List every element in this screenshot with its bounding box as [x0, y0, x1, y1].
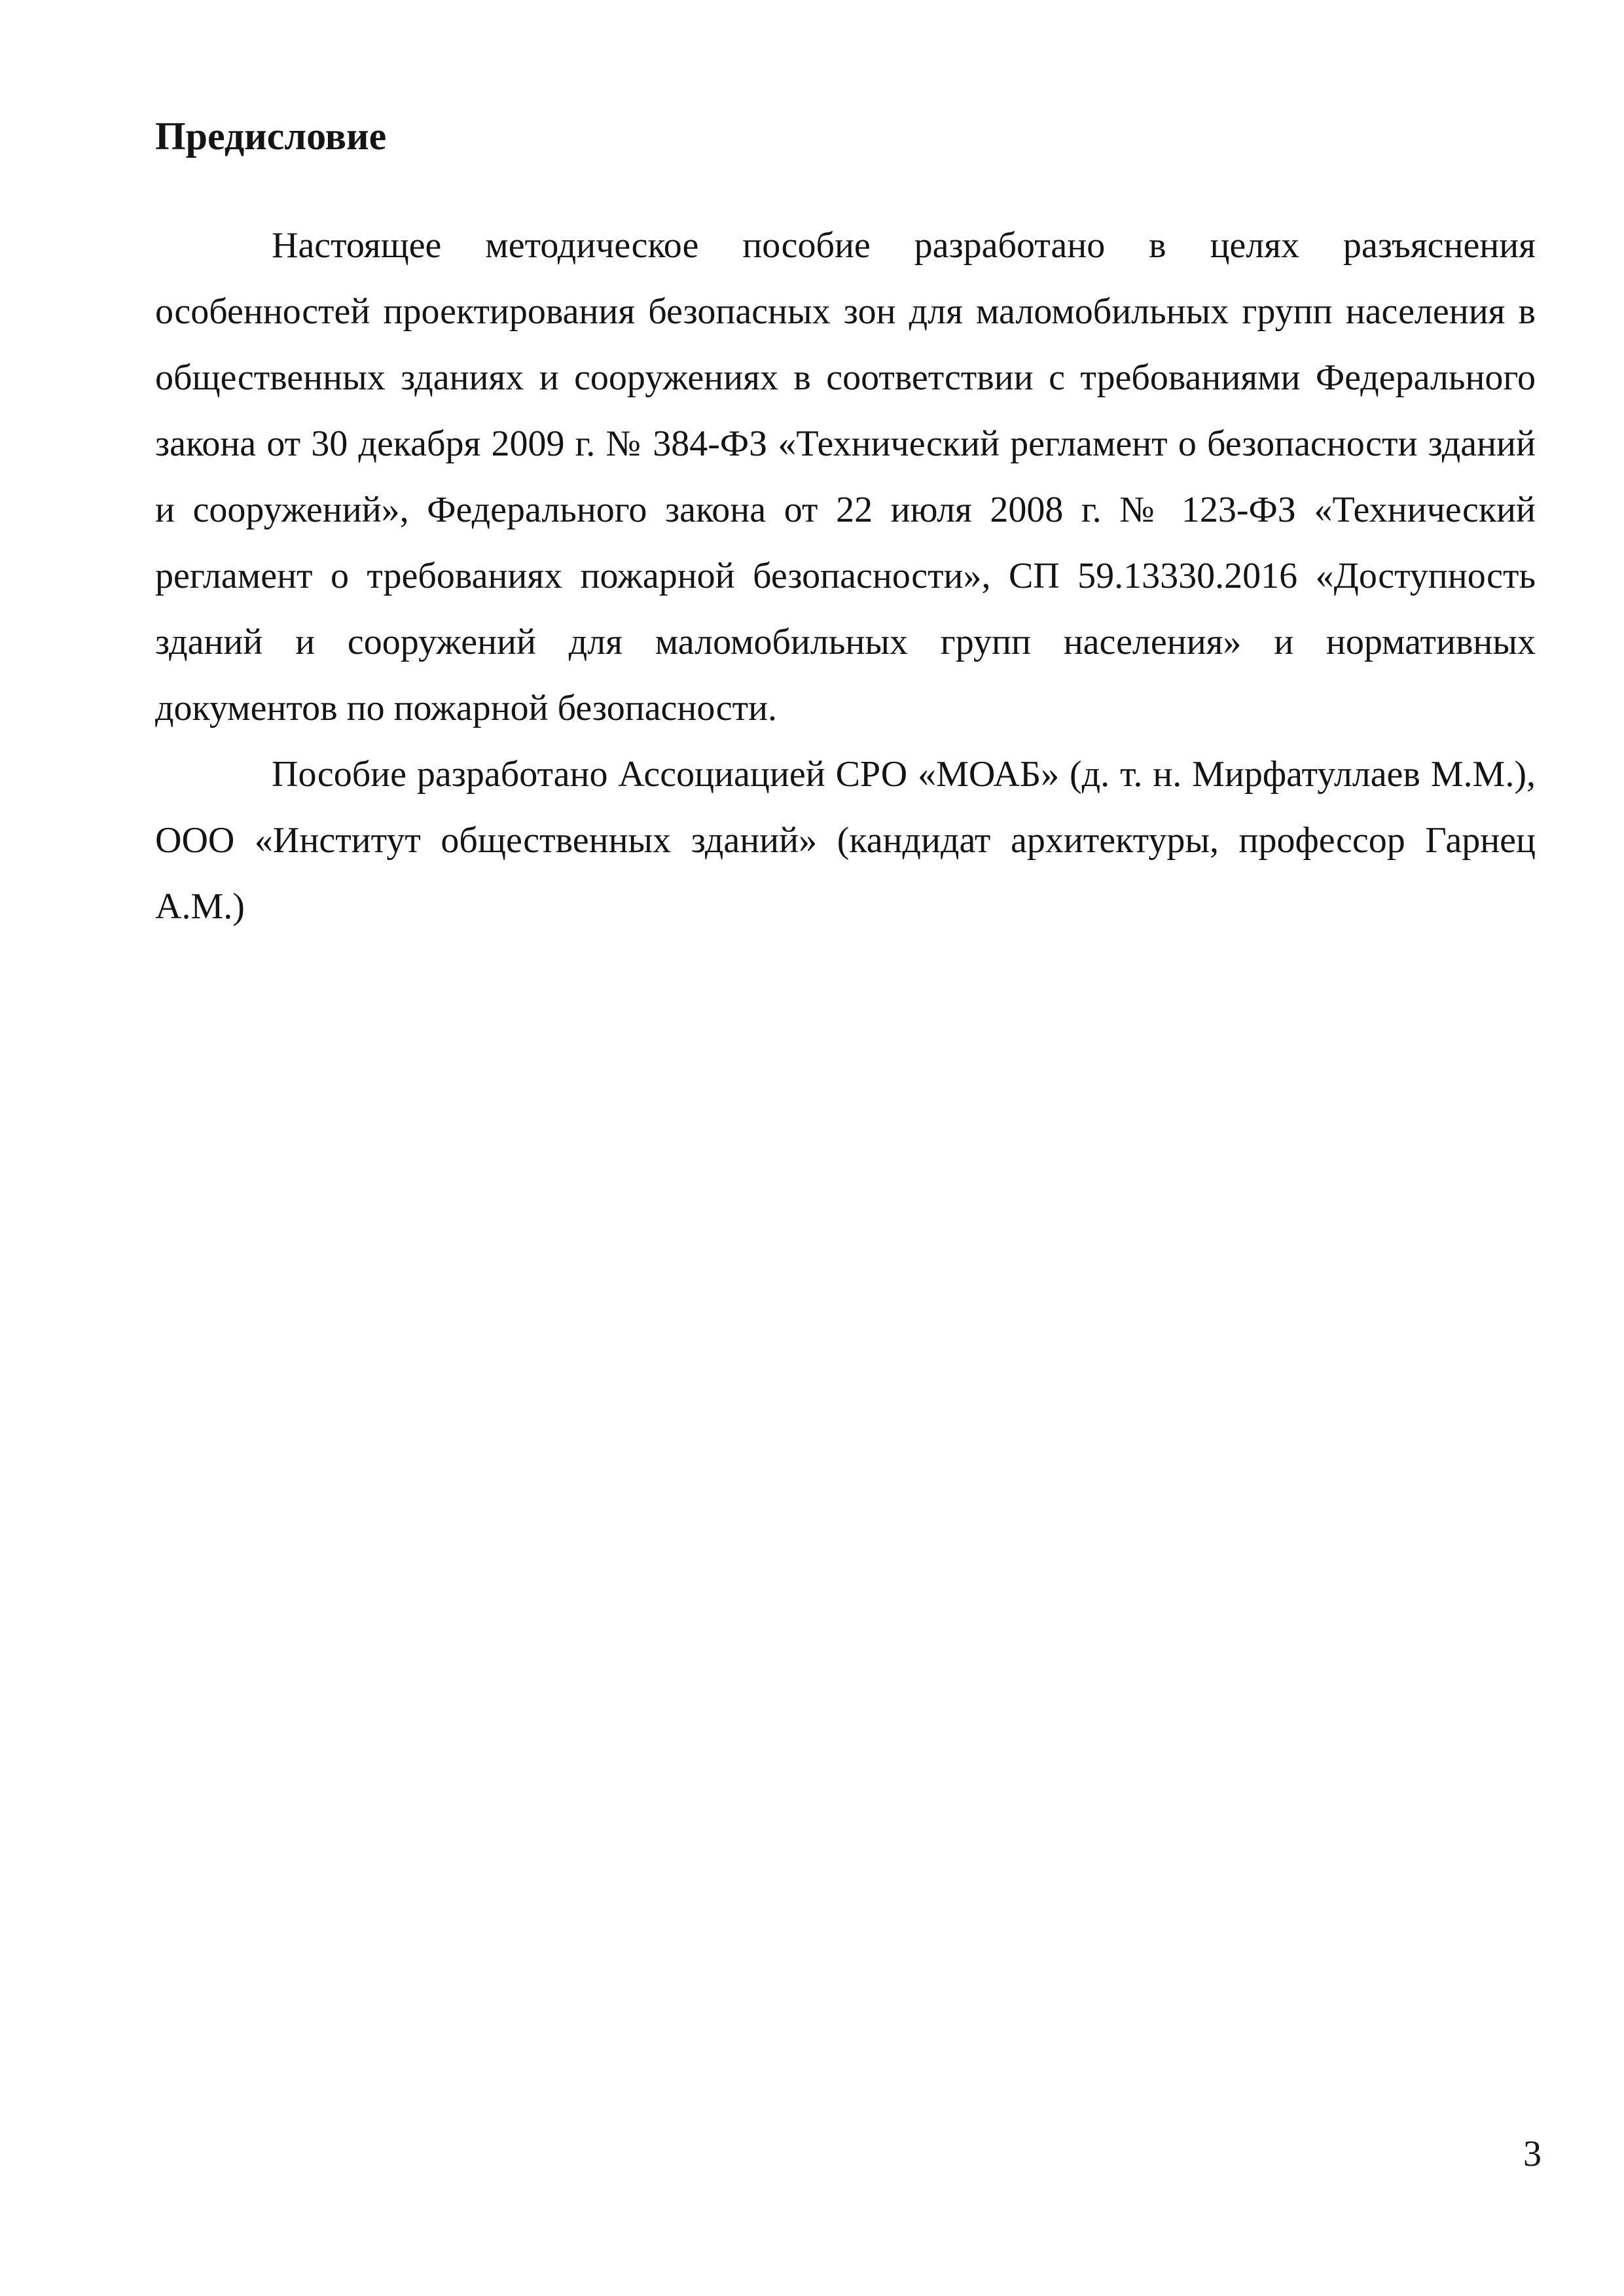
paragraph-authors: Пособие разработано Ассоциацией СРО «МОАБ» (д. т. н. Мирфатуллаев М.М.), ООО «Институт общественных зданий» (кандидат архитектуры, профессор Гарнец А.М.) [155, 754, 1536, 927]
page-number: 3 [1523, 2134, 1542, 2174]
section-heading: Предисловие [155, 115, 387, 158]
paragraph-purpose: Настоящее методическое пособие разработано в целях разъяснения особенностей проектирования безопасных зон для маломобильных групп населения в общественных зданиях и сооружениях в соответствии с требованиями Федерального закона от 30 декабря 2009 г. № 384-ФЗ «Технический регламент о безопасности зданий и сооружений», Федерального закона от 22 июля 2008 г. № 123-ФЗ «Технический регламент о требованиях пожарной безопасности», СП 59.13330.2016 «Доступность зданий и сооружений для маломобильных групп населения» и нормативных документов по пожарной безопасности. [155, 225, 1536, 728]
body-text [155, 213, 1536, 940]
